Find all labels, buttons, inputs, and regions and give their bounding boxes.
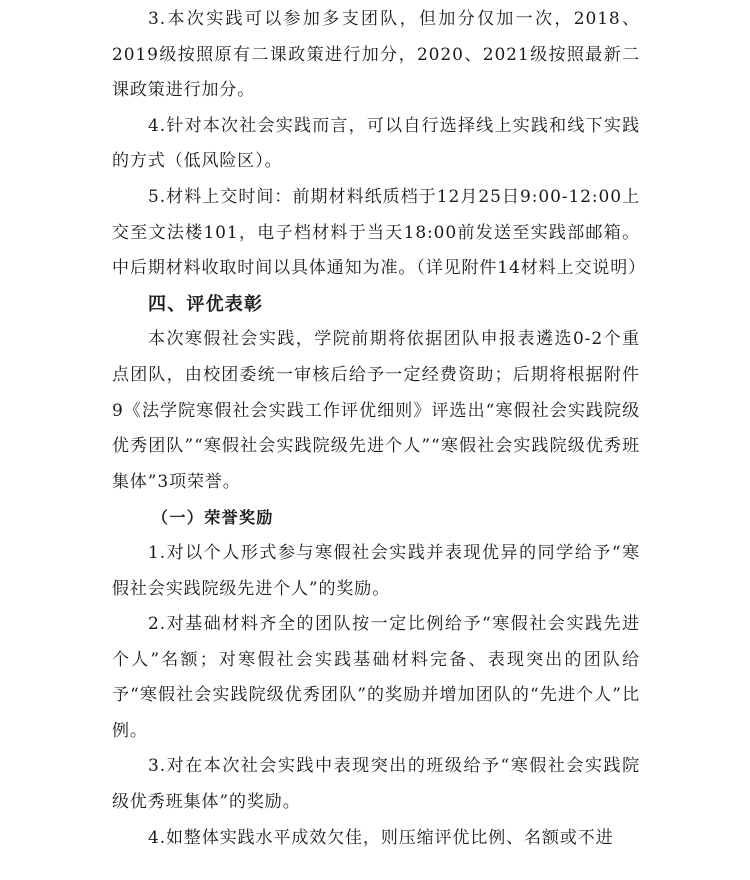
document-page: [112, 2, 647, 856]
section-4-heading: 四、评优表彰: [148, 293, 264, 315]
item-5-paragraph: 5.材料上交时间：前期材料纸质档于12月25日9:00-12:00上交至文法楼101，电子档材料于当天18:00前发送至实践部邮箱。中后期材料收取时间以具体通知为准。（详见附件14材料上交说明）: [112, 186, 647, 279]
item-3-paragraph: 3.本次实践可以参加多支团队，但加分仅加一次，2018、2019级按照原有二课政策进行加分，2020、2021级按照最新二课政策进行加分。: [112, 9, 640, 101]
award-1-paragraph: 1.对以个人形式参与寒假社会实践并表现优异的同学给予“寒假社会实践院级先进个人”的奖励。: [112, 542, 640, 599]
award-3-paragraph: 3.对在本次社会实践中表现突出的班级给予“寒假社会实践院级优秀班集体”的奖励。: [112, 756, 640, 813]
award-2-paragraph: 2.对基础材料齐全的团队按一定比例给予“寒假社会实践先进个人”名额；对寒假社会实践基础材料完备、表现突出的团队给予“寒假社会实践院级优秀团队”的奖励并增加团队的“先进个人”比例。: [112, 614, 640, 741]
award-4-paragraph: 4.如整体实践水平成效欠佳，则压缩评优比例、名额或不进: [148, 827, 614, 848]
section-4-intro-paragraph: 本次寒假社会实践，学院前期将依据团队申报表遴选0-2个重点团队，由校团委统一审核后给予一定经费资助；后期将根据附件9《法学院寒假社会实践工作评优细则》评选出“寒假社会实践院级优秀团队”“寒假社会实践院级先进个人”“寒假社会实践院级优秀班集体”3项荣誉。: [112, 329, 640, 492]
subsection-1-heading: （一）荣誉奖励: [152, 508, 274, 528]
item-4-paragraph: 4.针对本次社会实践而言，可以自行选择线上实践和线下实践的方式（低风险区）。: [112, 115, 640, 172]
